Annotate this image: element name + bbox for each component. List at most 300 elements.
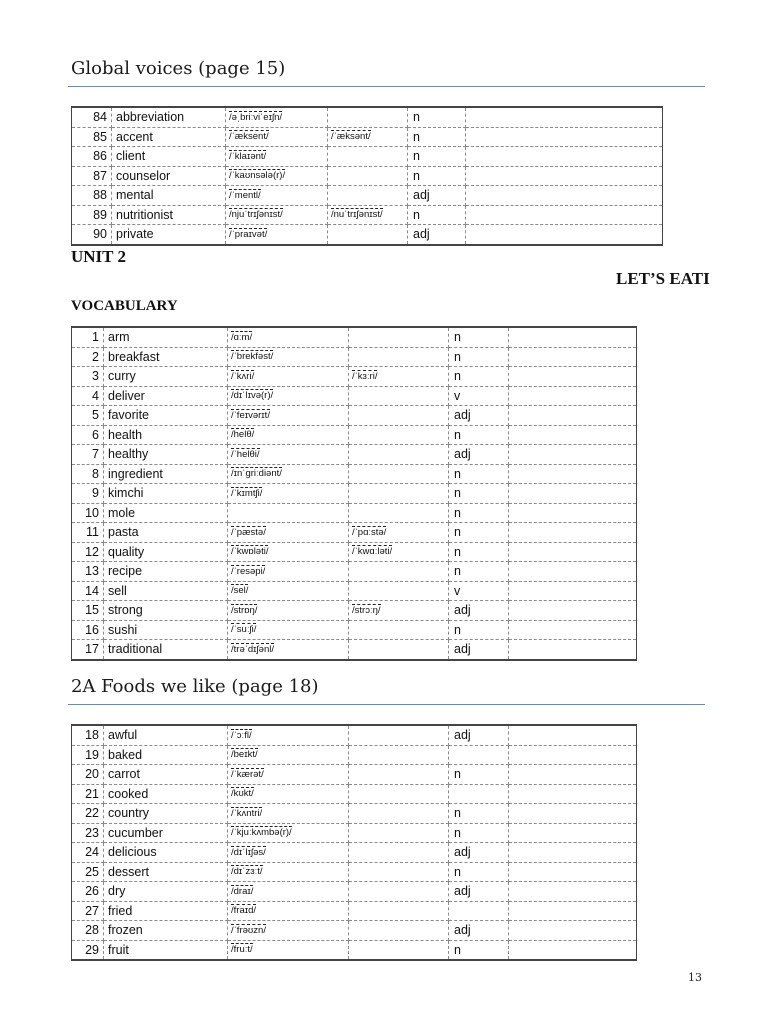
part-of-speech-cell: adj xyxy=(449,921,509,941)
part-of-speech-cell: n xyxy=(449,765,509,785)
unit-heading: UNIT 2 xyxy=(71,247,126,266)
part-of-speech-cell xyxy=(449,784,509,804)
table-row xyxy=(72,804,637,824)
word-cell: abbreviation xyxy=(112,107,226,127)
ipa-uk-cell xyxy=(228,882,349,902)
word-number: 5 xyxy=(72,406,104,426)
notes-cell xyxy=(509,425,637,445)
table-row xyxy=(72,862,637,882)
part-of-speech-cell: adj xyxy=(408,225,466,245)
notes-cell xyxy=(509,464,637,484)
ipa-text: /ˈpraɪvət/ xyxy=(229,228,268,240)
word-cell: ingredient xyxy=(104,464,228,484)
notes-cell xyxy=(509,523,637,543)
ipa-us-cell xyxy=(328,166,408,186)
ipa-uk-cell xyxy=(226,186,328,206)
part-of-speech-cell xyxy=(449,901,509,921)
word-cell: country xyxy=(104,804,228,824)
ipa-text: /dɪˈzɜːt/ xyxy=(231,866,263,877)
heading-rule xyxy=(68,704,705,705)
word-cell: dry xyxy=(104,882,228,902)
table-row xyxy=(72,147,663,167)
part-of-speech-cell: n xyxy=(408,147,466,167)
table-row xyxy=(72,523,637,543)
table-row xyxy=(72,765,637,785)
part-of-speech-cell: n xyxy=(449,464,509,484)
part-of-speech-cell: n xyxy=(449,347,509,367)
vocab-table-unit2 xyxy=(71,326,637,661)
notes-cell xyxy=(466,205,663,225)
notes-cell xyxy=(509,901,637,921)
ipa-uk-cell xyxy=(228,347,349,367)
word-number: 22 xyxy=(72,804,104,824)
ipa-us-cell xyxy=(349,484,449,504)
word-cell: accent xyxy=(112,127,226,147)
notes-cell xyxy=(509,823,637,843)
ipa-us-cell xyxy=(349,327,449,347)
word-number: 12 xyxy=(72,542,104,562)
ipa-us-cell xyxy=(349,503,449,523)
ipa-text: /ˈkwɒləti/ xyxy=(231,546,269,557)
word-cell: baked xyxy=(104,745,228,765)
table-row xyxy=(72,186,663,206)
notes-cell xyxy=(509,327,637,347)
part-of-speech-cell: n xyxy=(408,107,466,127)
ipa-uk-cell xyxy=(228,406,349,426)
table-row xyxy=(72,367,637,387)
table-row xyxy=(72,386,637,406)
ipa-text: /ˈpɑːstə/ xyxy=(352,526,387,538)
table-row xyxy=(72,725,637,745)
word-number: 3 xyxy=(72,367,104,387)
ipa-uk-cell xyxy=(228,804,349,824)
table-row xyxy=(72,843,637,863)
notes-cell xyxy=(509,843,637,863)
word-number: 87 xyxy=(72,166,112,186)
part-of-speech-cell: adj xyxy=(449,445,509,465)
section-heading-foods-we-like: 2A Foods we like (page 18) xyxy=(71,676,319,697)
table-row xyxy=(72,620,637,640)
notes-cell xyxy=(509,940,637,960)
ipa-us-cell xyxy=(349,523,449,543)
ipa-text: /ˈmentl/ xyxy=(229,189,261,201)
ipa-us-cell xyxy=(349,542,449,562)
part-of-speech-cell: n xyxy=(449,503,509,523)
ipa-us-cell xyxy=(349,620,449,640)
word-number: 27 xyxy=(72,901,104,921)
word-number: 2 xyxy=(72,347,104,367)
table-row xyxy=(72,581,637,601)
ipa-uk-cell xyxy=(228,562,349,582)
word-number: 28 xyxy=(72,921,104,941)
ipa-uk-cell xyxy=(228,843,349,863)
notes-cell xyxy=(509,745,637,765)
word-number: 21 xyxy=(72,784,104,804)
ipa-uk-cell xyxy=(228,640,349,660)
word-cell: fried xyxy=(104,901,228,921)
table-row xyxy=(72,940,637,960)
word-number: 10 xyxy=(72,503,104,523)
notes-cell xyxy=(509,542,637,562)
ipa-uk-cell xyxy=(226,225,328,245)
ipa-text: /ˈsuːʃi/ xyxy=(231,624,257,635)
ipa-text: /ɑːm/ xyxy=(231,331,253,343)
part-of-speech-cell: n xyxy=(408,127,466,147)
ipa-text: /njuˈtrɪʃənɪst/ xyxy=(229,209,283,220)
ipa-text: /draɪ/ xyxy=(231,885,254,897)
ipa-text: /beɪkt/ xyxy=(231,749,258,760)
ipa-us-cell xyxy=(349,464,449,484)
table-row xyxy=(72,601,637,621)
notes-cell xyxy=(509,725,637,745)
notes-cell xyxy=(509,784,637,804)
word-cell: delicious xyxy=(104,843,228,863)
ipa-uk-cell xyxy=(228,601,349,621)
part-of-speech-cell: n xyxy=(449,327,509,347)
ipa-uk-cell xyxy=(228,542,349,562)
ipa-us-cell xyxy=(328,127,408,147)
part-of-speech-cell: v xyxy=(449,581,509,601)
ipa-uk-cell xyxy=(228,823,349,843)
ipa-text: /ˈpæstə/ xyxy=(231,526,266,538)
ipa-uk-cell xyxy=(228,620,349,640)
word-cell: pasta xyxy=(104,523,228,543)
ipa-us-cell xyxy=(328,107,408,127)
part-of-speech-cell: adj xyxy=(449,406,509,426)
word-number: 15 xyxy=(72,601,104,621)
ipa-us-cell xyxy=(349,386,449,406)
ipa-text: /ˈkɜːri/ xyxy=(352,370,378,382)
page-number: 13 xyxy=(688,971,702,984)
word-cell: kimchi xyxy=(104,484,228,504)
part-of-speech-cell: adj xyxy=(449,882,509,902)
ipa-us-cell xyxy=(349,823,449,843)
ipa-text: /ˈklaɪənt/ xyxy=(229,150,267,162)
word-number: 19 xyxy=(72,745,104,765)
ipa-uk-cell xyxy=(228,745,349,765)
ipa-uk-cell xyxy=(226,127,328,147)
ipa-uk-cell xyxy=(228,921,349,941)
ipa-us-cell xyxy=(349,921,449,941)
ipa-text: /ɪnˈɡriːdiənt/ xyxy=(231,468,282,479)
ipa-uk-cell xyxy=(226,107,328,127)
table-row xyxy=(72,425,637,445)
ipa-text: /ˈkwɑːləti/ xyxy=(352,546,393,557)
word-number: 23 xyxy=(72,823,104,843)
table-row xyxy=(72,542,637,562)
ipa-text: /ˈæksent/ xyxy=(229,131,269,142)
ipa-text: /helθ/ xyxy=(231,429,255,440)
ipa-uk-cell xyxy=(228,784,349,804)
word-number: 85 xyxy=(72,127,112,147)
vocab-table-2a xyxy=(71,724,637,961)
ipa-uk-cell xyxy=(226,147,328,167)
ipa-text: /nuˈtrɪʃənɪst/ xyxy=(331,209,383,220)
word-cell: breakfast xyxy=(104,347,228,367)
notes-cell xyxy=(509,804,637,824)
word-cell: favorite xyxy=(104,406,228,426)
ipa-uk-cell xyxy=(228,765,349,785)
word-cell: health xyxy=(104,425,228,445)
word-number: 9 xyxy=(72,484,104,504)
heading-rule xyxy=(68,86,705,87)
table-row xyxy=(72,562,637,582)
table-row xyxy=(72,347,637,367)
part-of-speech-cell: n xyxy=(408,205,466,225)
word-number: 1 xyxy=(72,327,104,347)
notes-cell xyxy=(509,921,637,941)
ipa-uk-cell xyxy=(228,581,349,601)
table-row xyxy=(72,225,663,245)
notes-cell xyxy=(466,225,663,245)
word-number: 14 xyxy=(72,581,104,601)
word-cell: curry xyxy=(104,367,228,387)
word-number: 4 xyxy=(72,386,104,406)
notes-cell xyxy=(509,406,637,426)
part-of-speech-cell: adj xyxy=(449,640,509,660)
word-number: 90 xyxy=(72,225,112,245)
notes-cell xyxy=(509,620,637,640)
notes-cell xyxy=(509,367,637,387)
notes-cell xyxy=(509,386,637,406)
ipa-uk-cell xyxy=(228,445,349,465)
table-row xyxy=(72,823,637,843)
ipa-text: /ˈkʌri/ xyxy=(231,370,255,382)
word-number: 16 xyxy=(72,620,104,640)
word-cell: carrot xyxy=(104,765,228,785)
unit-title: LET’S EATI xyxy=(616,269,710,288)
ipa-text: /ˈkærət/ xyxy=(231,768,264,780)
ipa-us-cell xyxy=(349,784,449,804)
word-cell: fruit xyxy=(104,940,228,960)
vocabulary-heading: VOCABULARY xyxy=(71,298,178,314)
ipa-text: /ˈkjuːkʌmbə(r)/ xyxy=(231,827,292,838)
vocab-table-global-voices xyxy=(71,106,663,246)
word-cell: quality xyxy=(104,542,228,562)
word-number: 84 xyxy=(72,107,112,127)
word-number: 7 xyxy=(72,445,104,465)
ipa-text: /ˈæksənt/ xyxy=(331,131,371,142)
ipa-us-cell xyxy=(328,205,408,225)
notes-cell xyxy=(466,166,663,186)
notes-cell xyxy=(509,562,637,582)
ipa-us-cell xyxy=(349,745,449,765)
word-cell: traditional xyxy=(104,640,228,660)
ipa-text: /fraɪd/ xyxy=(231,905,257,916)
word-cell: arm xyxy=(104,327,228,347)
word-number: 8 xyxy=(72,464,104,484)
ipa-text: /fruːt/ xyxy=(231,944,253,955)
section-heading-global-voices: Global voices (page 15) xyxy=(71,58,286,79)
notes-cell xyxy=(466,186,663,206)
word-number: 88 xyxy=(72,186,112,206)
notes-cell xyxy=(466,127,663,147)
ipa-us-cell xyxy=(349,640,449,660)
part-of-speech-cell: n xyxy=(449,823,509,843)
ipa-us-cell xyxy=(349,901,449,921)
part-of-speech-cell: n xyxy=(449,804,509,824)
ipa-us-cell xyxy=(349,562,449,582)
table-row xyxy=(72,901,637,921)
part-of-speech-cell: adj xyxy=(449,601,509,621)
word-number: 86 xyxy=(72,147,112,167)
ipa-text: /ˈkʌntri/ xyxy=(231,807,263,819)
notes-cell xyxy=(509,445,637,465)
ipa-uk-cell xyxy=(228,940,349,960)
word-cell: dessert xyxy=(104,862,228,882)
notes-cell xyxy=(509,503,637,523)
word-cell: deliver xyxy=(104,386,228,406)
part-of-speech-cell: n xyxy=(449,562,509,582)
table-row xyxy=(72,640,637,660)
part-of-speech-cell: adj xyxy=(449,843,509,863)
ipa-text: /dɪˈlɪvə(r)/ xyxy=(231,390,274,401)
ipa-text: /ˈkɪmtʃi/ xyxy=(231,487,263,499)
ipa-us-cell xyxy=(349,804,449,824)
notes-cell xyxy=(509,347,637,367)
notes-cell xyxy=(509,601,637,621)
notes-cell xyxy=(509,640,637,660)
ipa-us-cell xyxy=(349,406,449,426)
word-cell: sell xyxy=(104,581,228,601)
word-cell: counselor xyxy=(112,166,226,186)
table-row xyxy=(72,166,663,186)
table-row xyxy=(72,484,637,504)
ipa-us-cell xyxy=(349,940,449,960)
word-cell: sushi xyxy=(104,620,228,640)
word-number: 89 xyxy=(72,205,112,225)
ipa-uk-cell xyxy=(228,901,349,921)
word-number: 24 xyxy=(72,843,104,863)
word-number: 29 xyxy=(72,940,104,960)
word-cell: healthy xyxy=(104,445,228,465)
ipa-uk-cell xyxy=(226,205,328,225)
word-number: 13 xyxy=(72,562,104,582)
part-of-speech-cell: adj xyxy=(408,186,466,206)
part-of-speech-cell xyxy=(449,745,509,765)
word-number: 20 xyxy=(72,765,104,785)
part-of-speech-cell: n xyxy=(449,862,509,882)
word-cell: cooked xyxy=(104,784,228,804)
table-row xyxy=(72,745,637,765)
ipa-us-cell xyxy=(328,147,408,167)
ipa-us-cell xyxy=(349,843,449,863)
ipa-uk-cell xyxy=(228,367,349,387)
word-cell: nutritionist xyxy=(112,205,226,225)
ipa-uk-cell xyxy=(228,523,349,543)
word-cell: cucumber xyxy=(104,823,228,843)
table-row xyxy=(72,205,663,225)
ipa-uk-cell xyxy=(228,386,349,406)
ipa-text: /ˈkaʊnsələ(r)/ xyxy=(229,170,286,181)
ipa-text: /dɪˈlɪʃəs/ xyxy=(231,846,266,858)
ipa-text: /kʊkt/ xyxy=(231,788,254,799)
table-row xyxy=(72,107,663,127)
ipa-text: /ˈbrekfəst/ xyxy=(231,351,274,362)
ipa-text: /ˈhelθi/ xyxy=(231,448,260,460)
notes-cell xyxy=(509,581,637,601)
word-cell: private xyxy=(112,225,226,245)
part-of-speech-cell: v xyxy=(449,386,509,406)
ipa-text: /ˈfeɪvərɪt/ xyxy=(231,409,270,421)
ipa-uk-cell xyxy=(228,484,349,504)
ipa-uk-cell xyxy=(226,166,328,186)
word-number: 17 xyxy=(72,640,104,660)
word-cell: frozen xyxy=(104,921,228,941)
notes-cell xyxy=(509,765,637,785)
table-row xyxy=(72,464,637,484)
table-row xyxy=(72,445,637,465)
ipa-uk-cell xyxy=(228,464,349,484)
ipa-text: /əˌbriːviˈeɪʃn/ xyxy=(229,111,283,123)
part-of-speech-cell: n xyxy=(449,367,509,387)
table-row xyxy=(72,503,637,523)
table-row xyxy=(72,406,637,426)
ipa-us-cell xyxy=(349,725,449,745)
part-of-speech-cell: n xyxy=(449,425,509,445)
ipa-text: /strɒŋ/ xyxy=(231,604,258,616)
part-of-speech-cell: n xyxy=(449,620,509,640)
notes-cell xyxy=(466,147,663,167)
ipa-text: /ˈresəpi/ xyxy=(231,565,266,577)
word-cell: recipe xyxy=(104,562,228,582)
part-of-speech-cell: n xyxy=(408,166,466,186)
part-of-speech-cell: n xyxy=(449,542,509,562)
ipa-uk-cell xyxy=(228,327,349,347)
word-number: 11 xyxy=(72,523,104,543)
ipa-us-cell xyxy=(349,425,449,445)
table-row xyxy=(72,882,637,902)
ipa-text: /sel/ xyxy=(231,585,249,596)
part-of-speech-cell: n xyxy=(449,523,509,543)
ipa-text: /ˈfrəʊzn/ xyxy=(231,924,266,936)
ipa-uk-cell xyxy=(228,725,349,745)
word-number: 26 xyxy=(72,882,104,902)
ipa-us-cell xyxy=(349,765,449,785)
word-number: 18 xyxy=(72,725,104,745)
notes-cell xyxy=(509,862,637,882)
word-cell: strong xyxy=(104,601,228,621)
word-cell: awful xyxy=(104,725,228,745)
notes-cell xyxy=(509,484,637,504)
part-of-speech-cell: n xyxy=(449,484,509,504)
ipa-us-cell xyxy=(349,581,449,601)
word-number: 6 xyxy=(72,425,104,445)
ipa-us-cell xyxy=(349,347,449,367)
ipa-text: /trəˈdɪʃənl/ xyxy=(231,643,274,655)
table-row xyxy=(72,784,637,804)
ipa-text: /ˈɔːfl/ xyxy=(231,729,252,741)
word-cell: mole xyxy=(104,503,228,523)
ipa-us-cell xyxy=(328,186,408,206)
ipa-uk-cell xyxy=(228,862,349,882)
ipa-us-cell xyxy=(328,225,408,245)
ipa-us-cell xyxy=(349,601,449,621)
word-cell: client xyxy=(112,147,226,167)
word-number: 25 xyxy=(72,862,104,882)
ipa-uk-cell xyxy=(228,425,349,445)
ipa-text: /strɔːŋ/ xyxy=(352,604,381,616)
word-cell: mental xyxy=(112,186,226,206)
notes-cell xyxy=(509,882,637,902)
part-of-speech-cell: adj xyxy=(449,725,509,745)
notes-cell xyxy=(466,107,663,127)
ipa-us-cell xyxy=(349,367,449,387)
table-row xyxy=(72,921,637,941)
ipa-uk-cell xyxy=(228,503,349,523)
table-row xyxy=(72,327,637,347)
ipa-us-cell xyxy=(349,445,449,465)
